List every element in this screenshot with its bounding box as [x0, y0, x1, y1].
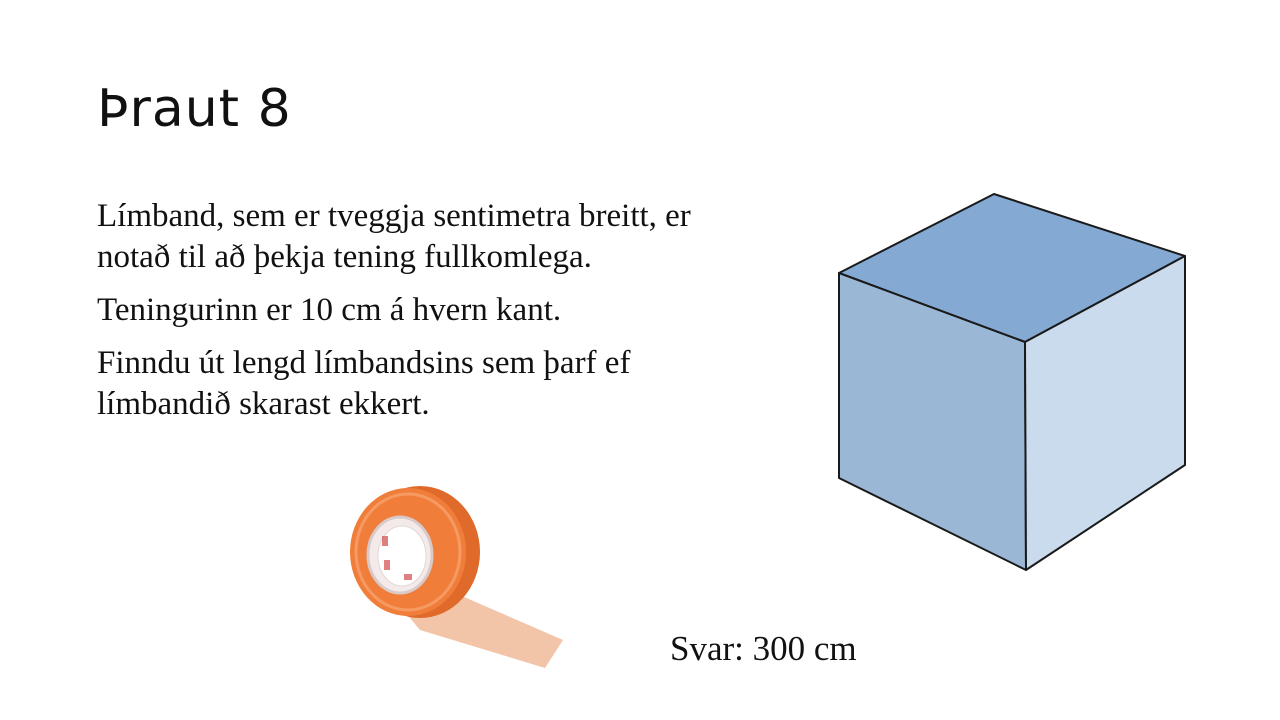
problem-paragraph-2: Teningurinn er 10 cm á hvern kant.	[97, 292, 562, 328]
tape-roll-image	[340, 478, 580, 678]
cube-illustration	[830, 185, 1200, 585]
problem-text	[97, 196, 697, 437]
answer-text: Svar: 300 cm	[670, 629, 857, 668]
problem-paragraph-3: Finndu út lengd límbandsins sem þarf ef límbandið skarast ekkert.	[97, 345, 631, 422]
slide-title: Þraut 8	[97, 79, 292, 139]
problem-paragraph-1: Límband, sem er tveggja sentimetra breitt, er notað til að þekja tening fullkomlega.	[97, 198, 691, 275]
